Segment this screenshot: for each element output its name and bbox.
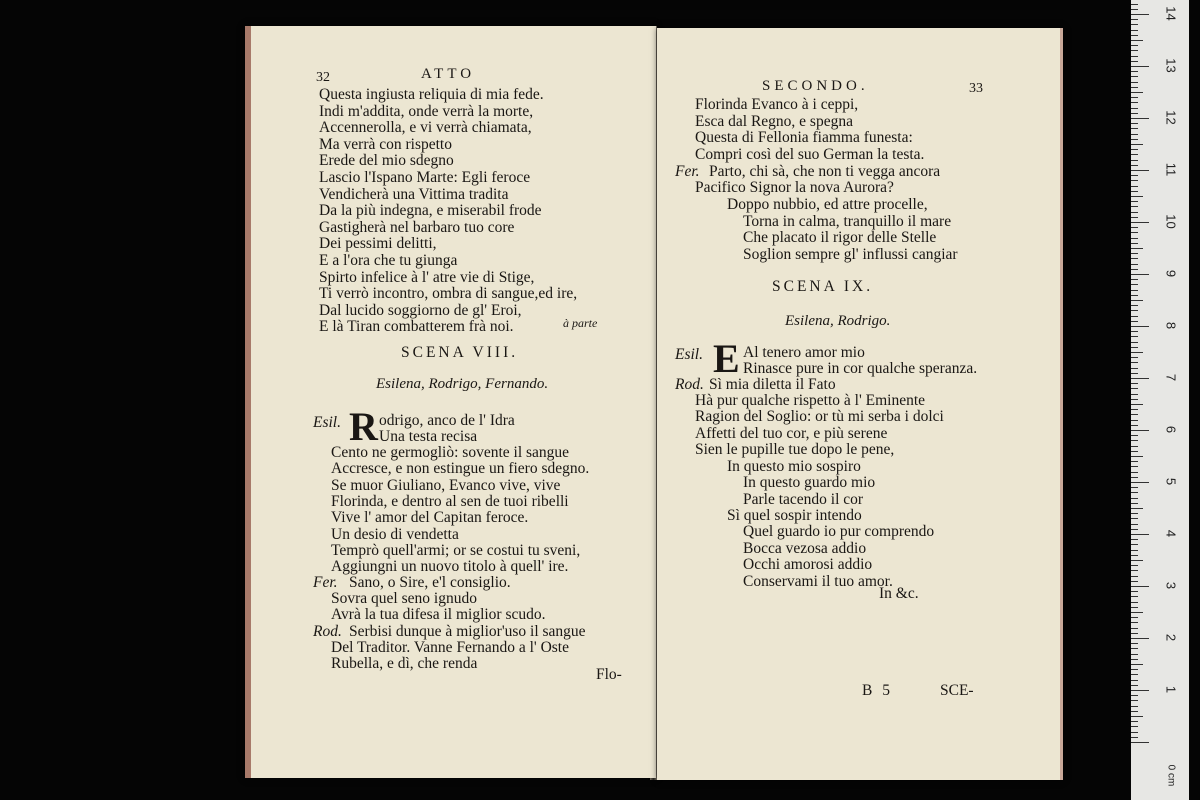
speech-line: Al tenero amor mio — [743, 344, 865, 361]
left-page — [245, 26, 656, 778]
page-number-right: 33 — [969, 81, 983, 96]
ruler-label: 11 — [1163, 162, 1179, 177]
verse-line: Florinda, e dentro al sen de tuoi ribelli — [331, 492, 569, 510]
ruler-tick — [1131, 721, 1138, 722]
ruler-tick — [1131, 456, 1143, 457]
ruler-tick — [1131, 102, 1138, 103]
ruler-tick — [1131, 342, 1138, 343]
ruler-tick — [1131, 217, 1138, 218]
verse-line: Se muor Giuliano, Evanco vive, vive — [331, 476, 561, 494]
measurement-ruler — [1131, 0, 1189, 800]
ruler-tick — [1131, 9, 1138, 10]
ruler-tick — [1131, 222, 1149, 223]
verse-line: Conservami il tuo amor. — [743, 572, 893, 590]
scene-title-ix: SCENA IX. — [772, 278, 874, 295]
speaker-esil: Esil. — [313, 414, 341, 431]
ruler-tick — [1131, 461, 1138, 462]
ruler-tick — [1131, 347, 1138, 348]
verse-line: Erede del mio sdegno — [319, 152, 454, 170]
ruler-tick — [1131, 414, 1138, 415]
verse-line: Accresce, e non estingue un fiero sdegno. — [331, 460, 590, 478]
ruler-label: 1 — [1163, 685, 1179, 694]
ruler-tick — [1131, 149, 1138, 150]
verse-line: Cento ne germogliò: sovente il sangue — [331, 444, 570, 461]
ruler-tick — [1131, 35, 1138, 36]
ruler-tick — [1131, 420, 1138, 421]
ruler-tick — [1131, 596, 1138, 597]
ruler-tick — [1131, 643, 1138, 644]
ruler-tick — [1131, 170, 1149, 171]
ruler-tick — [1131, 430, 1149, 431]
ruler-tick — [1131, 742, 1149, 743]
ruler-tick — [1131, 487, 1138, 488]
verse-line: Florinda Evanco à i ceppi, — [695, 96, 859, 113]
verse-line: Hà pur qualche rispetto à l' Eminente — [695, 392, 926, 409]
ruler-tick — [1131, 154, 1138, 155]
ruler-label: 2 — [1163, 633, 1179, 642]
ruler-tick — [1131, 544, 1138, 545]
ruler-tick — [1131, 128, 1138, 129]
signature-mark: B 5 — [862, 682, 893, 699]
ruler-tick — [1131, 737, 1138, 738]
ruler-tick — [1131, 706, 1138, 707]
ruler-tick — [1131, 139, 1138, 140]
ruler-tick — [1131, 565, 1138, 566]
ruler-tick — [1131, 264, 1138, 265]
verse-line: Ti verrò incontro, ombra di sangue,ed ire, — [319, 285, 578, 303]
right-page — [657, 28, 1063, 780]
speech-line: Pacifico Signor la nova Aurora? — [695, 179, 894, 196]
ruler-tick — [1131, 654, 1138, 655]
ruler-tick — [1131, 508, 1143, 509]
ruler-tick — [1131, 144, 1143, 145]
ruler-tick — [1131, 227, 1138, 228]
speech-line: odrigo, anco de l' Idra — [379, 412, 515, 429]
ruler-tick — [1131, 160, 1138, 161]
ruler-label: 7 — [1163, 373, 1179, 382]
ruler-tick — [1131, 383, 1138, 384]
ruler-tick — [1131, 82, 1138, 83]
ruler-tick — [1131, 180, 1138, 181]
ruler-tick — [1131, 274, 1149, 275]
running-head-left: ATTO — [421, 66, 476, 82]
verse-line: Sien le pupille tue dopo le pene, — [695, 441, 895, 459]
ruler-tick — [1131, 446, 1138, 447]
ruler-tick — [1131, 503, 1138, 504]
ruler-tick — [1131, 669, 1138, 670]
verse-line: Parle tacendo il cor — [743, 490, 864, 508]
ruler-tick — [1131, 134, 1138, 135]
verse-line: Spirto infelice à l' atre vie di Stige, — [319, 268, 535, 286]
ruler-tick — [1131, 685, 1138, 686]
ruler-label: 4 — [1163, 529, 1179, 538]
speaker-fer: Fer. — [675, 163, 700, 180]
ruler-tick — [1131, 607, 1138, 608]
speaker-esil: Esil. — [675, 346, 703, 363]
ruler-tick — [1131, 674, 1138, 675]
dropcap-r: R — [349, 404, 378, 449]
speaker-rod: Rod. — [675, 376, 704, 393]
verse-line: Accennerolla, e vi verrà chiamata, — [319, 119, 532, 137]
ruler-tick — [1131, 498, 1138, 499]
verse-line: Dal lucido soggiorno de gl' Eroi, — [319, 301, 522, 319]
ruler-tick — [1131, 30, 1138, 31]
ruler-tick — [1131, 451, 1138, 452]
ruler-label: 12 — [1163, 110, 1179, 125]
ruler-label: 6 — [1163, 425, 1179, 434]
ruler-tick — [1131, 633, 1138, 634]
ruler-tick — [1131, 71, 1138, 72]
verse-line: Indi m'addita, onde verrà la morte, — [319, 102, 534, 120]
ruler-tick — [1131, 534, 1149, 535]
speech-line: Rinasce pure in cor qualche speranza. — [743, 360, 978, 377]
ruler-tick — [1131, 638, 1149, 639]
ruler-tick — [1131, 373, 1138, 374]
ruler-tick — [1131, 586, 1149, 587]
ruler-unit: 0 cm — [1165, 764, 1177, 787]
verse-line: Torna in calma, tranquillo il mare — [743, 212, 952, 230]
verse-line: Doppo nubbio, ed attre procelle, — [727, 196, 928, 213]
verse-line: E là Tiran combatterem frà noi. — [319, 318, 514, 336]
ruler-tick — [1131, 622, 1138, 623]
ruler-tick — [1131, 326, 1149, 327]
verse-line: Ma verrà con rispetto — [319, 135, 452, 153]
ruler-tick — [1131, 716, 1143, 717]
verse-line: Dei pessimi delitti, — [319, 235, 437, 253]
speaker-fer: Fer. — [313, 574, 338, 591]
verse-line: Sovra quel seno ignudo — [331, 590, 477, 607]
ruler-tick — [1131, 201, 1138, 202]
verse-line: In questo mio sospiro — [727, 458, 861, 475]
ruler-tick — [1131, 492, 1138, 493]
ruler-tick — [1131, 388, 1138, 389]
ruler-tick — [1131, 310, 1138, 311]
dropcap-e: E — [713, 336, 740, 381]
verse-line: Soglion sempre gl' influssi cangiar — [743, 246, 958, 264]
ruler-tick — [1131, 76, 1138, 77]
ruler-tick — [1131, 24, 1138, 25]
verse-line: Compri così del suo German la testa. — [695, 146, 925, 164]
ruler-tick — [1131, 61, 1138, 62]
ruler-tick — [1131, 4, 1138, 5]
ruler-tick — [1131, 726, 1138, 727]
verse-line: Questa di Fellonia fiamma funesta: — [695, 129, 913, 147]
catchword-right: SCE- — [940, 682, 974, 699]
verse-line: Temprò quell'armi; or se costui tu sveni, — [331, 541, 581, 559]
ruler-tick — [1131, 40, 1143, 41]
ruler-tick — [1131, 617, 1138, 618]
ruler-tick — [1131, 690, 1149, 691]
running-head-right: SECONDO. — [762, 78, 869, 94]
ruler-tick — [1131, 399, 1138, 400]
ruler-tick — [1131, 321, 1138, 322]
ruler-tick — [1131, 404, 1143, 405]
ruler-tick — [1131, 560, 1143, 561]
ruler-tick — [1131, 108, 1138, 109]
verse-line: Da la più indegna, e miserabil frode — [319, 202, 542, 220]
page-number-left: 32 — [316, 70, 330, 85]
ruler-tick — [1131, 581, 1138, 582]
verse-line: Rubella, e dì, che renda — [331, 655, 478, 673]
ruler-tick — [1131, 711, 1138, 712]
verse-line: Occhi amorosi addio — [743, 556, 873, 574]
ruler-tick — [1131, 92, 1143, 93]
verse-line: Esca dal Regno, e spegna — [695, 112, 853, 130]
ruler-tick — [1131, 513, 1138, 514]
ruler-tick — [1131, 279, 1138, 280]
ruler-tick — [1131, 87, 1138, 88]
ruler-tick — [1131, 576, 1138, 577]
ruler-tick — [1131, 196, 1143, 197]
speech-line: Sì mia diletta il Fato — [709, 376, 836, 393]
ruler-tick — [1131, 425, 1138, 426]
verse-line: Lascio l'Ispano Marte: Egli feroce — [319, 169, 531, 186]
ruler-tick — [1131, 378, 1149, 379]
ruler-tick — [1131, 248, 1143, 249]
speech-line: Una testa recisa — [379, 428, 478, 445]
verse-line: Ragion del Soglio: or tù mi serba i dolci — [695, 408, 944, 426]
ruler-tick — [1131, 529, 1138, 530]
ruler-tick — [1131, 305, 1138, 306]
ruler-tick — [1131, 253, 1138, 254]
ruler-tick — [1131, 680, 1138, 681]
ruler-tick — [1131, 175, 1138, 176]
ruler-tick — [1131, 123, 1138, 124]
ruler-tick — [1131, 539, 1138, 540]
exit-direction: à parte — [563, 316, 598, 330]
ruler-tick — [1131, 695, 1138, 696]
ruler-tick — [1131, 300, 1143, 301]
ruler-tick — [1131, 186, 1138, 187]
verse-line: Del Traditor. Vanne Fernando a l' Oste — [331, 639, 569, 656]
ruler-tick — [1131, 232, 1138, 233]
speech-line: Parto, chi sà, che non ti vegga ancora — [709, 163, 941, 180]
ruler-tick — [1131, 243, 1138, 244]
ruler-tick — [1131, 394, 1138, 395]
ruler-tick — [1131, 66, 1149, 67]
ruler-tick — [1131, 518, 1138, 519]
verse-line: Sì quel sospir intendo — [727, 507, 862, 524]
speech-line: Sano, o Sire, e'l consiglio. — [349, 574, 511, 591]
verse-line: Vendicherà una Vittima tradita — [319, 185, 509, 203]
ruler-tick — [1131, 409, 1138, 410]
ruler-tick — [1131, 19, 1138, 20]
verse-line: Avrà la tua difesa il miglior scudo. — [331, 606, 546, 624]
ruler-tick — [1131, 628, 1138, 629]
ruler-label: 3 — [1163, 581, 1179, 590]
ruler-tick — [1131, 258, 1138, 259]
speaker-rod: Rod. — [313, 623, 342, 640]
aria-end: In &c. — [879, 585, 919, 602]
ruler-tick — [1131, 165, 1138, 166]
ruler-tick — [1131, 290, 1138, 291]
ruler-tick — [1131, 659, 1138, 660]
ruler-tick — [1131, 45, 1138, 46]
ruler-tick — [1131, 482, 1149, 483]
ruler-tick — [1131, 331, 1138, 332]
ruler-tick — [1131, 316, 1138, 317]
ruler-label: 14 — [1163, 6, 1179, 21]
ruler-label: 5 — [1163, 477, 1179, 486]
ruler-tick — [1131, 14, 1149, 15]
ruler-tick — [1131, 524, 1138, 525]
verse-line: Che placato il rigor delle Stelle — [743, 229, 937, 247]
ruler-tick — [1131, 191, 1138, 192]
ruler-tick — [1131, 56, 1138, 57]
ruler-tick — [1131, 97, 1138, 98]
scene-persons-ix: Esilena, Rodrigo. — [785, 313, 891, 329]
verse-line: Bocca vezosa addio — [743, 539, 867, 557]
ruler-tick — [1131, 700, 1138, 701]
verse-line: In questo guardo mio — [743, 474, 876, 492]
ruler-tick — [1131, 352, 1143, 353]
verse-line: Vive l' amor del Capitan feroce. — [331, 509, 529, 527]
catchword-left: Flo- — [596, 666, 622, 683]
ruler-tick — [1131, 440, 1138, 441]
scene-persons-viii: Esilena, Rodrigo, Fernando. — [376, 376, 549, 392]
verse-line: Quel guardo io pur comprendo — [743, 523, 935, 541]
ruler-tick — [1131, 472, 1138, 473]
ruler-tick — [1131, 602, 1138, 603]
ruler-tick — [1131, 295, 1138, 296]
ruler-tick — [1131, 612, 1143, 613]
ruler-tick — [1131, 238, 1138, 239]
verse-line: Questa ingiusta reliquia di mia fede. — [319, 86, 544, 103]
ruler-label: 8 — [1163, 321, 1179, 330]
ruler-tick — [1131, 368, 1138, 369]
ruler-tick — [1131, 50, 1138, 51]
ruler-label: 9 — [1163, 269, 1179, 278]
verse-line: Aggiungni un nuovo titolo à quell' ire. — [331, 558, 569, 576]
verse-line: E a l'ora che tu giunga — [319, 252, 458, 269]
ruler-tick — [1131, 212, 1138, 213]
ruler-tick — [1131, 648, 1138, 649]
ruler-tick — [1131, 269, 1138, 270]
ruler-tick — [1131, 570, 1138, 571]
ruler-tick — [1131, 118, 1149, 119]
scene-title-viii: SCENA VIII. — [401, 344, 519, 361]
speech-line: Serbisi dunque à miglior'uso il sangue — [349, 623, 586, 640]
verse-line: Affetti del tuo cor, e più serene — [695, 424, 888, 442]
verse-line: Gastigherà nel barbaro tuo core — [319, 218, 515, 236]
ruler-tick — [1131, 555, 1138, 556]
verse-line: Un desio di vendetta — [331, 525, 459, 543]
ruler-tick — [1131, 357, 1138, 358]
ruler-tick — [1131, 477, 1138, 478]
ruler-tick — [1131, 664, 1143, 665]
ruler-tick — [1131, 466, 1138, 467]
ruler-tick — [1131, 206, 1138, 207]
ruler-tick — [1131, 550, 1138, 551]
ruler-label: 13 — [1163, 58, 1179, 73]
ruler-tick — [1131, 284, 1138, 285]
ruler-label: 10 — [1163, 214, 1179, 229]
ruler-tick — [1131, 113, 1138, 114]
ruler-tick — [1131, 362, 1138, 363]
ruler-tick — [1131, 732, 1138, 733]
ruler-tick — [1131, 591, 1138, 592]
ruler-tick — [1131, 435, 1138, 436]
ruler-tick — [1131, 336, 1138, 337]
